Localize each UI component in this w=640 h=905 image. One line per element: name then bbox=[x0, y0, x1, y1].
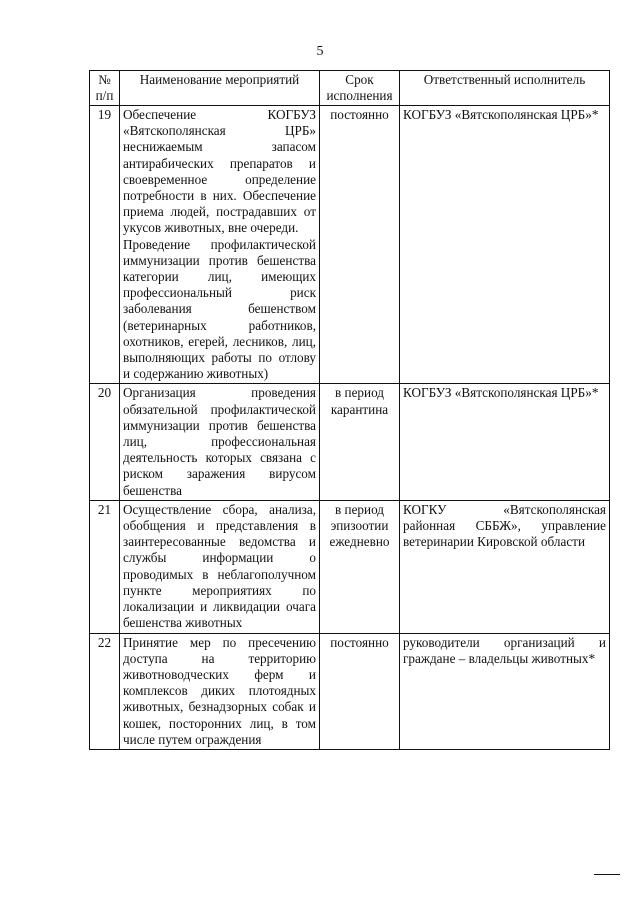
row-number: 19 bbox=[90, 106, 120, 384]
measure-term: постоянно bbox=[320, 106, 400, 384]
measure-responsible: КОГБУЗ «Вятскополянская ЦРБ»* bbox=[400, 384, 610, 500]
measure-name bbox=[120, 633, 320, 749]
measure-responsible: руководители организаций и граждане – владельцы животных* bbox=[400, 633, 610, 749]
header-term: Срок исполнения bbox=[320, 71, 400, 106]
measure-term: в период эпизоотии ежедневно bbox=[320, 500, 400, 633]
footer-rule bbox=[594, 874, 620, 875]
header-responsible: Ответственный исполнитель bbox=[400, 71, 610, 106]
measure-name bbox=[120, 384, 320, 500]
measure-name bbox=[120, 500, 320, 633]
table-row bbox=[90, 384, 610, 500]
measure-term: в период карантина bbox=[320, 384, 400, 500]
header-number: № п/п bbox=[90, 71, 120, 106]
row-number: 22 bbox=[90, 633, 120, 749]
table-row bbox=[90, 106, 610, 384]
measure-responsible: КОГБУЗ «Вятскополянская ЦРБ»* bbox=[400, 106, 610, 384]
page-number: 5 bbox=[316, 44, 324, 59]
measure-responsible: КОГКУ «Вятскополянская районная СББЖ», управление ветеринарии Кировской области bbox=[400, 500, 610, 633]
measure-term: постоянно bbox=[320, 633, 400, 749]
measures-table bbox=[89, 70, 610, 750]
measure-paragraph: Принятие мер по пресечению доступа на территорию животноводческих ферм и комплексов диких плотоядных животных, безнадзорных собак и кошек, посторонних лиц, в том числе путем ограждения bbox=[123, 634, 316, 747]
table-row bbox=[90, 633, 610, 749]
measure-paragraph: Организация проведения обязательной профилактической иммунизации против бешенства лиц, профессиональная деятельность которых связана с риском заражения вирусом бешенства bbox=[123, 385, 316, 498]
measure-paragraph: Осуществление сбора, анализа, обобщения и представления в заинтересованные ведомства и службы информации о проводимых в неблагополучном пункте мероприятиях по локализации и ликвидации очага бешенства животных bbox=[123, 501, 316, 631]
measure-paragraph: Проведение профилактической иммунизации против бешенства категории лиц, имеющих профессиональный риск заболевания бешенством (ветеринарных работников, охотников, егерей, лесников, лиц, выполняющих работы по отлову и содержанию животных) bbox=[123, 236, 316, 382]
header-name: Наименование мероприятий bbox=[120, 71, 320, 106]
table-header-row bbox=[90, 71, 610, 106]
measure-paragraph: Обеспечение КОГБУЗ «Вятскополянская ЦРБ» неснижаемым запасом антирабических препаратов и своевременное определение потребности в них. Обеспечение приема людей, пострадавших от укусов животных, вне очереди. bbox=[123, 107, 316, 236]
row-number: 21 bbox=[90, 500, 120, 633]
row-number: 20 bbox=[90, 384, 120, 500]
measure-name bbox=[120, 106, 320, 384]
table-row bbox=[90, 500, 610, 633]
